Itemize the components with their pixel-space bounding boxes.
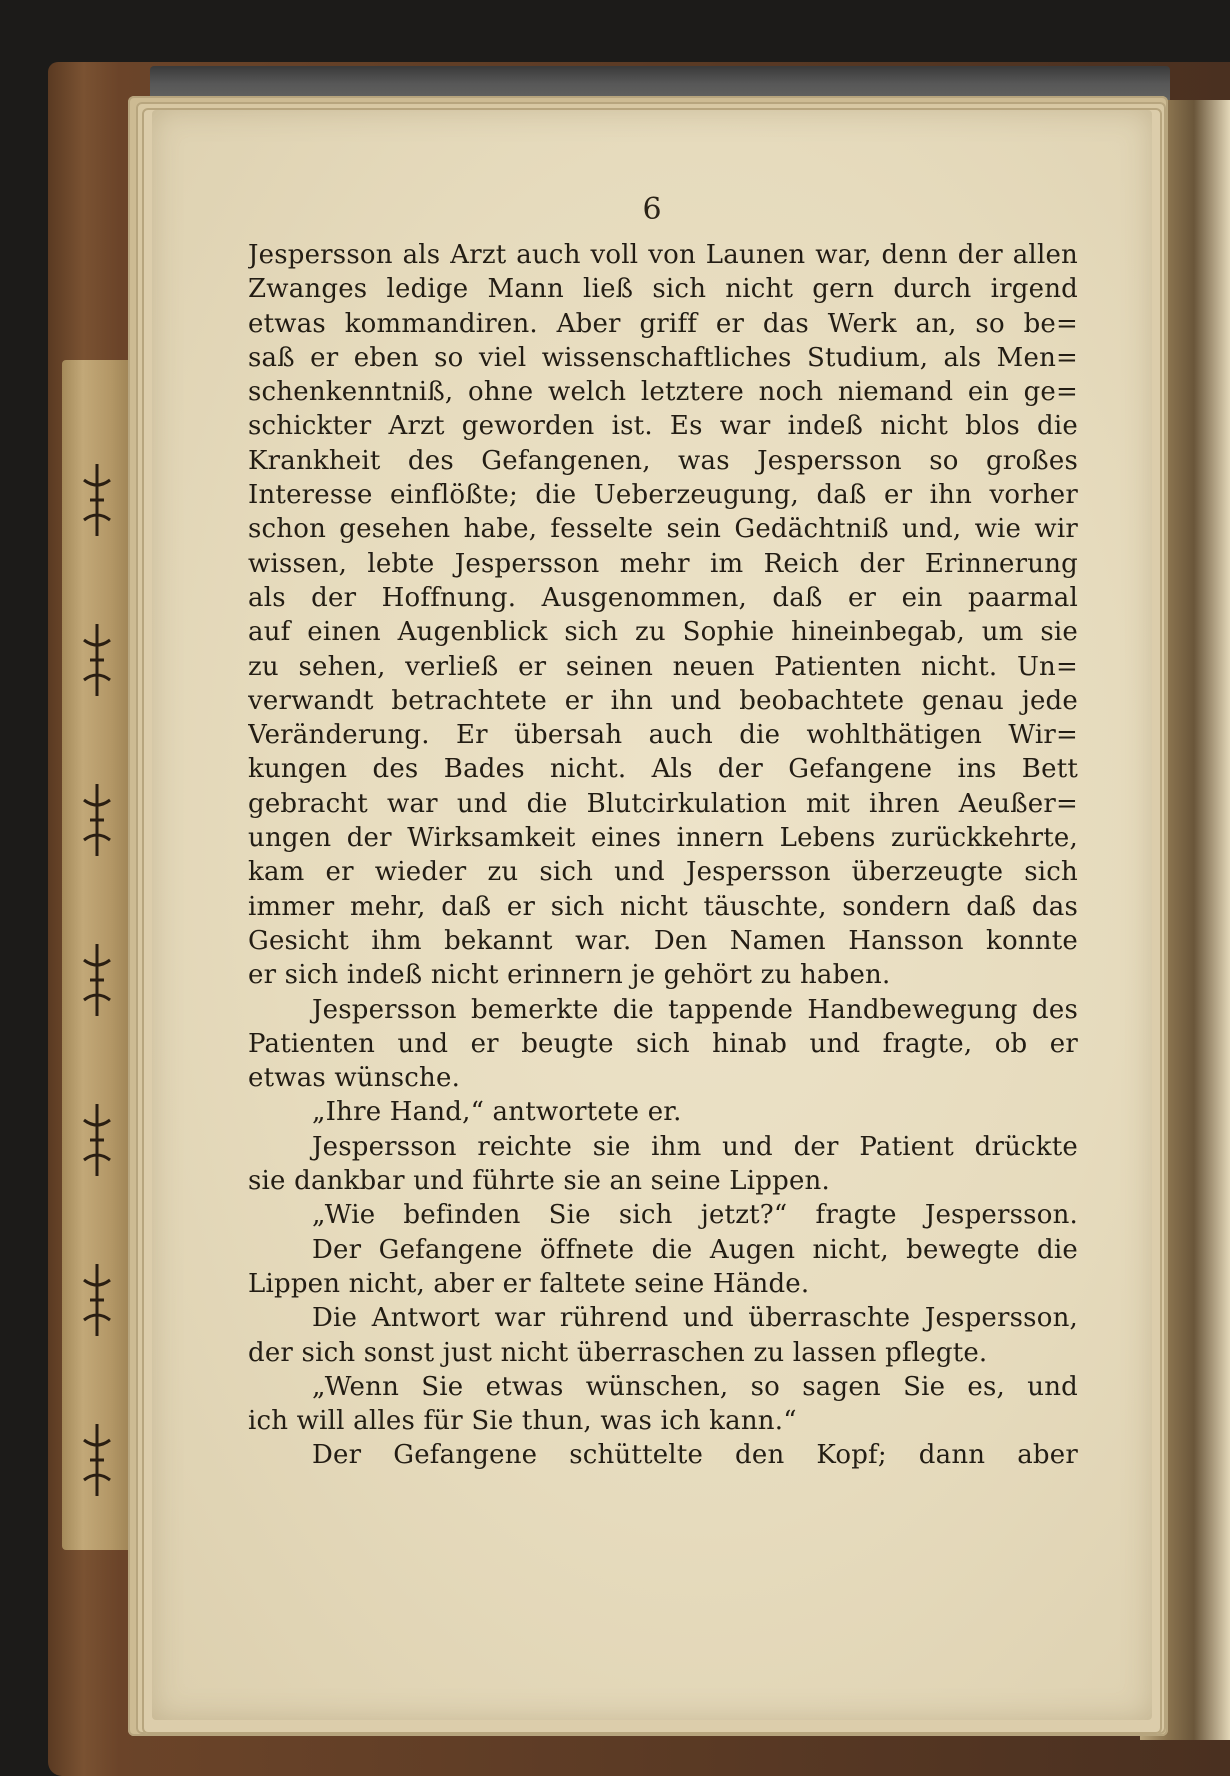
text-line: „Wie befinden Sie sich jetzt?“ fragte Jespersson. (312, 1200, 1078, 1231)
book-page (152, 110, 1152, 1720)
ornament-icon (70, 1420, 124, 1500)
text-line: etwas kommandiren. Aber griff er das Werk an, so be= (248, 308, 1078, 339)
text-line: Zwanges ledige Mann ließ sich nicht gern durch irgend (248, 274, 1078, 305)
spine-ornament-strip (62, 360, 132, 1550)
ornament-icon (70, 460, 124, 540)
text-line: kungen des Bades nicht. Als der Gefangene ins Bett (248, 754, 1078, 785)
body-text (248, 238, 1078, 1473)
text-line: gebracht war und die Blutcirkulation mit ihren Aeußer= (248, 788, 1078, 819)
text-line: Veränderung. Er übersah auch die wohlthätigen Wir= (248, 720, 1078, 751)
text-line: Der Gefangene öffnete die Augen nicht, bewegte die (312, 1234, 1078, 1265)
text-line: immer mehr, daß er sich nicht täuschte, sondern daß das (248, 891, 1078, 922)
page-number: 6 (642, 192, 662, 227)
ornament-icon (70, 940, 124, 1020)
text-line: zu sehen, verließ er seinen neuen Patienten nicht. Un= (248, 651, 1078, 682)
ornament-icon (70, 780, 124, 860)
text-line: der sich sonst just nicht überraschen zu lassen pflegte. (248, 1337, 988, 1368)
text-line: Die Antwort war rührend und überraschte Jespersson, (312, 1303, 1078, 1334)
text-line: verwandt betrachtete er ihn und beobachtete genau jede (248, 685, 1078, 716)
text-line: schenkenntniß, ohne welch letztere noch niemand ein ge= (248, 377, 1078, 408)
text-line: Der Gefangene schüttelte den Kopf; dann aber (312, 1440, 1078, 1471)
text-line: Lippen nicht, aber er faltete seine Hände. (248, 1268, 810, 1299)
ornament-icon (70, 1100, 124, 1180)
text-line: Interesse einflößte; die Ueberzeugung, daß er ihn vorher (248, 480, 1078, 511)
text-line: saß er eben so viel wissenschaftliches Studium, als Men= (248, 342, 1078, 373)
text-line: Krankheit des Gefangenen, was Jespersson so großes (248, 445, 1078, 476)
text-line: Patienten und er beugte sich hinab und fragte, ob er (248, 1028, 1078, 1059)
text-line: „Wenn Sie etwas wünschen, so sagen Sie es, und (312, 1371, 1078, 1402)
text-line: sie dankbar und führte sie an seine Lippen. (248, 1166, 830, 1197)
ornament-icon (70, 1260, 124, 1340)
text-line: ich will alles für Sie thun, was ich kann.“ (248, 1406, 797, 1437)
text-line: Jespersson reichte sie ihm und der Patient drückte (312, 1131, 1078, 1162)
text-line: auf einen Augenblick sich zu Sophie hineinbegab, um sie (248, 617, 1078, 648)
text-line: kam er wieder zu sich und Jespersson überzeugte sich (248, 857, 1078, 888)
text-line: etwas wünsche. (248, 1063, 461, 1094)
text-line: schickter Arzt geworden ist. Es war indeß nicht blos die (248, 411, 1078, 442)
ornament-icon (70, 620, 124, 700)
text-line: „Ihre Hand,“ antwortete er. (312, 1097, 682, 1128)
text-line: schon gesehen habe, fesselte sein Gedächtniß und, wie wir (248, 514, 1078, 545)
text-line: ungen der Wirksamkeit eines innern Lebens zurückkehrte, (248, 823, 1078, 854)
text-line: wissen, lebte Jespersson mehr im Reich der Erinnerung (248, 548, 1078, 579)
text-line: Gesicht ihm bekannt war. Den Namen Hansson konnte (248, 925, 1078, 956)
text-line: Jespersson bemerkte die tappende Handbewegung des (312, 994, 1078, 1025)
text-line: er sich indeß nicht erinnern je gehört zu haben. (248, 960, 891, 991)
text-line: als der Hoffnung. Ausgenommen, daß er ein paarmal (248, 582, 1078, 613)
text-line: Jespersson als Arzt auch voll von Launen war, denn der allen (248, 240, 1078, 270)
